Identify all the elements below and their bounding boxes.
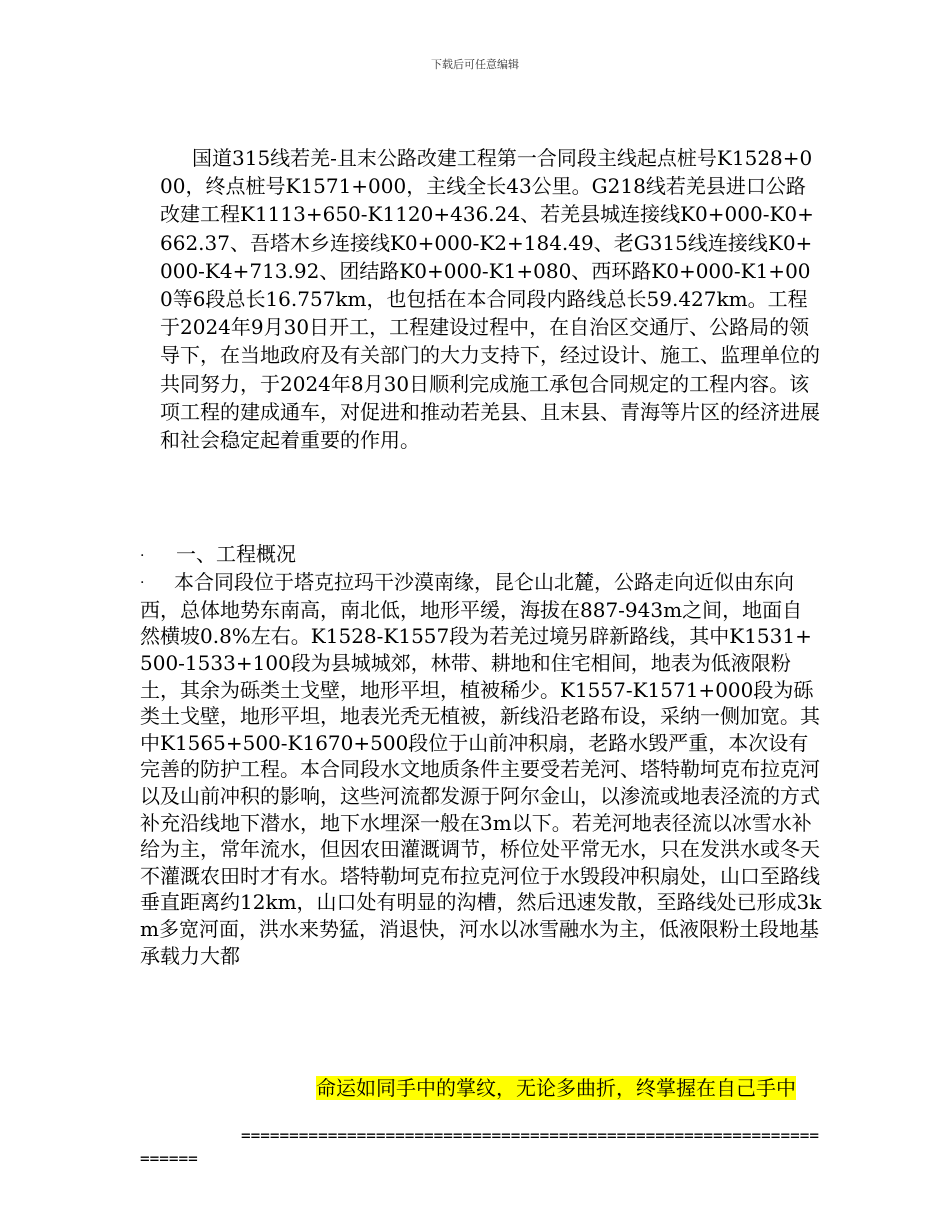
overview-paragraph <box>140 569 822 969</box>
page-header: 下载后可任意编辑 <box>431 58 519 71</box>
overview-text: 本合同段位于塔克拉玛干沙漠南缘，昆仑山北麓，公路走向近似由东向西，总体地势东南高，南北低，地形平缓，海拔在887-943m之间，地面自然横坡0.8%左右。K1528-K1557段为若羌过境另辟新路线，其中K1531+500-1533+100段为县城城郊，林带、耕地和住宅相间，地表为低液限粉土，其余为砾类土戈壁，地形平坦，植被稀少。K1557-K1571+000段为砾类土戈壁，地形平坦，地表光秃无植被，新线沿老路布设，采纳一侧加宽。其中K1565+500-K1670+500段位于山前冲积扇，老路水毁严重，本次设有完善的防护工程。本合同段水文地质条件主要受若羌河、塔特勒坷克布拉克河以及山前冲积的影响，这些河流都发源于阿尔金山，以渗流或地表泾流的方式补充沿线地下潜水，地下水埋深一般在3m以下。若羌河地表径流以冰雪水补给为主，常年流水，但因农田灌溉调节，桥位处平常无水，只在发洪水或冬天不灌溉农田时才有水。塔特勒坷克布拉克河位于水毁段冲积扇处，山口至路线垂直距离约12km，山口处有明显的沟槽，然后迅速发散，至路线处已形成3km多宽河面，洪水来势猛，消退快，河水以冰雪融水为主，低液限粉土段地基承载力大都 <box>140 570 822 968</box>
section-heading <box>140 540 296 570</box>
bullet-icon: · <box>140 575 145 592</box>
section-heading-text: 一、工程概况 <box>176 542 296 566</box>
bullet-icon: · <box>140 547 145 564</box>
separator-line: ================================================================== <box>140 1126 819 1168</box>
intro-paragraph: 国道315线若羌-且末公路改建工程第一合同段主线起点桩号K1528+000，终点桩号K1571+000，主线全长43公里。G218线若羌县进口公路改建工程K1113+650-K1120+436.24、若羌县城连接线K0+000-K0+662.37、吾塔木乡连接线K0+000-K2+184.49、老G315线连接线K0+000-K4+713.92、团结路K0+000-K1+080、西环路K0+000-K1+000等6段总长16.757km，也包括在本合同段内路线总长59.427km。工程于2024年9月30日开工，工程建设过程中，在自治区交通厅、公路局的领导下，在当地政府及有关部门的大力支持下，经过设计、施工、监理单位的共同努力，于2024年8月30日顺利完成施工承包合同规定的工程内容。该项工程的建成通车，对促进和推动若羌县、且末县、青海等片区的经济进展和社会稳定起着重要的作用。 <box>160 146 820 453</box>
quote-paragraph <box>140 1074 820 1102</box>
highlighted-quote: 命运如同手中的掌纹，无论多曲折，终掌握在自己手中 <box>316 1076 796 1100</box>
